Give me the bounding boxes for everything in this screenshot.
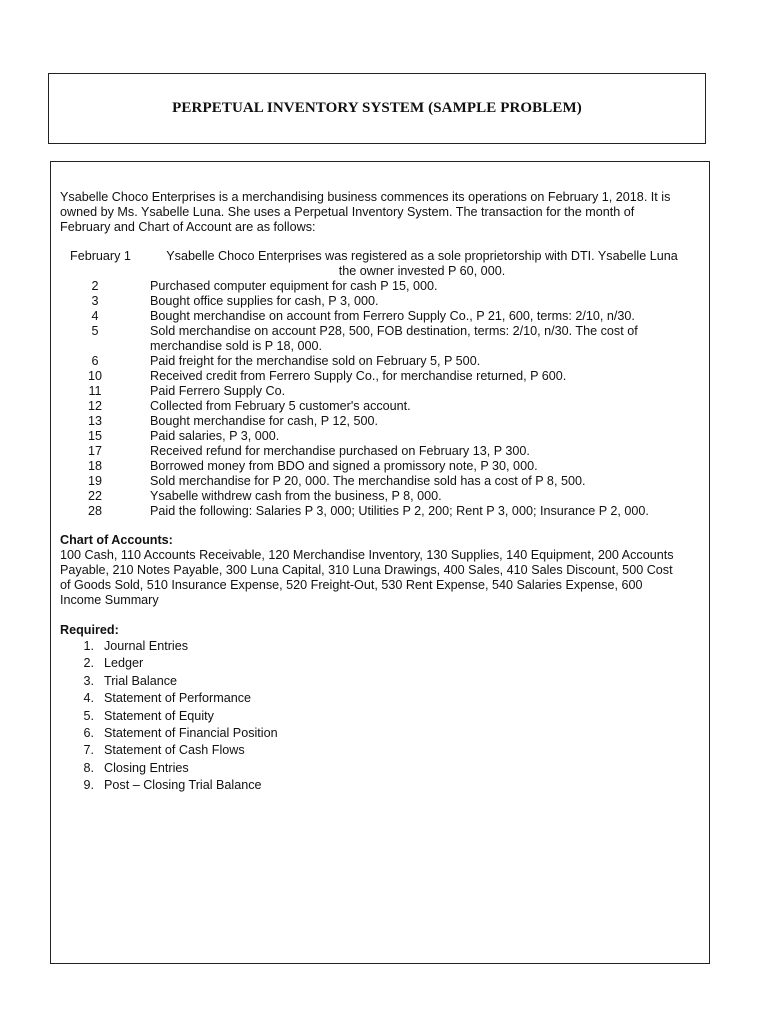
- transaction-row: [60, 504, 685, 519]
- list-item-text: Journal Entries: [104, 639, 188, 653]
- transaction-text: Sold merchandise for P 20, 000. The merchandise sold has a cost of P 8, 500.: [150, 474, 586, 488]
- list-item: [60, 673, 685, 690]
- transaction-day: 15: [87, 429, 102, 443]
- transaction-text: Paid freight for the merchandise sold on February 5, P 500.: [150, 354, 481, 368]
- transaction-row: [60, 459, 685, 474]
- transaction-text: Bought merchandise for cash, P 12, 500.: [150, 414, 378, 428]
- transaction-day: 28: [87, 504, 102, 518]
- list-item-number: 9.: [83, 778, 94, 793]
- transaction-row: [60, 369, 685, 384]
- transaction-day: 3: [91, 294, 99, 308]
- transaction-text: Paid Ferrero Supply Co.: [150, 384, 286, 398]
- list-item: [60, 638, 685, 655]
- transaction-row: [60, 294, 685, 309]
- transaction-text: Received refund for merchandise purchased on February 13, P 300.: [150, 444, 530, 458]
- transaction-day: 4: [91, 309, 99, 323]
- list-item-number: 7.: [83, 743, 94, 758]
- transaction-text: Ysabelle Choco Enterprises was registered as a sole proprietorship with DTI. Ysabelle Luna the owner invested P 60, 000.: [166, 249, 678, 278]
- required-list: [60, 638, 685, 795]
- list-item-number: 2.: [83, 656, 94, 671]
- list-item-text: Ledger: [104, 656, 144, 671]
- transaction-text: Received credit from Ferrero Supply Co., for merchandise returned, P 600.: [150, 369, 567, 383]
- transaction-text: Ysabelle withdrew cash from the business, P 8, 000.: [150, 489, 442, 503]
- transaction-row: [60, 324, 685, 354]
- transaction-day: 17: [87, 444, 102, 458]
- transaction-day: 22: [87, 489, 102, 503]
- list-item: [60, 655, 685, 672]
- transaction-day: 13: [87, 414, 102, 428]
- chart-of-accounts: [60, 533, 685, 608]
- transaction-row: [60, 429, 685, 444]
- list-item-text: Statement of Equity: [104, 708, 214, 723]
- list-item: [60, 760, 685, 777]
- transaction-day: 6: [91, 354, 99, 368]
- list-item-text: Post – Closing Trial Balance: [104, 778, 262, 793]
- transaction-day: 2: [91, 279, 99, 293]
- list-item: [60, 708, 685, 725]
- transaction-text: Purchased computer equipment for cash P 15, 000.: [150, 279, 438, 293]
- transaction-row: [60, 309, 685, 324]
- list-item-text: Statement of Cash Flows: [104, 743, 245, 758]
- list-item-number: 3.: [83, 673, 94, 688]
- problem-content: [60, 190, 685, 795]
- transaction-row: [60, 414, 685, 429]
- transaction-day: 10: [87, 369, 102, 383]
- transaction-text: Sold merchandise on account P28, 500, FOB destination, terms: 2/10, n/30. The cost of merchandise sold is P 18, 000.: [150, 324, 638, 353]
- page-title: PERPETUAL INVENTORY SYSTEM (SAMPLE PROBLEM): [172, 100, 582, 116]
- transaction-text: Bought merchandise on account from Ferrero Supply Co., P 21, 600, terms: 2/10, n/30.: [150, 309, 635, 323]
- transaction-text: Bought office supplies for cash, P 3, 000.: [150, 294, 379, 308]
- transaction-day: 18: [87, 459, 102, 473]
- chart-of-accounts-text: 100 Cash, 110 Accounts Receivable, 120 Merchandise Inventory, 130 Supplies, 140 Equipment, 200 Accounts Payable, 210 Notes Payable, 300 Luna Capital, 310 Luna Drawings, 400 Sales, 410 Sales Discount, 500 Cost of Goods Sold, 510 Insurance Expense, 520 Freight-Out, 530 Rent Expense, 540 Salaries Expense, 600 Income Summary: [60, 548, 674, 607]
- list-item-number: 6.: [83, 726, 94, 741]
- list-item-text: Statement of Performance: [104, 691, 251, 706]
- intro-paragraph: Ysabelle Choco Enterprises is a merchandising business commences its operations on February 1, 2018. It is owned by Ms. Ysabelle Luna. She uses a Perpetual Inventory System. The transaction for the month of February and Chart of Account are as follows:: [60, 190, 671, 234]
- list-item-number: 1.: [83, 639, 94, 653]
- transaction-row: [60, 384, 685, 399]
- transactions-list: [60, 249, 685, 519]
- list-item-text: Closing Entries: [104, 760, 189, 775]
- list-item-number: 5.: [83, 708, 94, 723]
- transaction-day: 5: [91, 324, 99, 338]
- transaction-day: 12: [87, 399, 102, 413]
- list-item-text: Statement of Financial Position: [104, 726, 278, 741]
- transaction-text: Collected from February 5 customer's account.: [150, 399, 411, 413]
- transaction-text: Borrowed money from BDO and signed a promissory note, P 30, 000.: [150, 459, 538, 473]
- transaction-row: [60, 399, 685, 414]
- transaction-day: 11: [88, 384, 102, 398]
- transaction-day: February 1: [70, 249, 131, 263]
- chart-of-accounts-heading: Chart of Accounts:: [60, 533, 173, 547]
- title-box: [48, 73, 706, 144]
- transaction-row: [60, 249, 685, 279]
- required-heading: Required:: [60, 623, 119, 637]
- transaction-row: [60, 474, 685, 489]
- list-item-text: Trial Balance: [104, 673, 178, 688]
- list-item: [60, 690, 685, 707]
- list-item: [60, 725, 685, 742]
- list-item: [60, 777, 685, 794]
- transaction-text: Paid salaries, P 3, 000.: [150, 429, 280, 443]
- transaction-row: [60, 489, 685, 504]
- transaction-row: [60, 444, 685, 459]
- transaction-row: [60, 354, 685, 369]
- list-item-number: 8.: [83, 760, 94, 775]
- transaction-day: 19: [87, 474, 102, 488]
- required-section: [60, 623, 685, 795]
- list-item: [60, 742, 685, 759]
- list-item-number: 4.: [83, 691, 94, 706]
- transaction-text: Paid the following: Salaries P 3, 000; Utilities P 2, 200; Rent P 3, 000; Insurance P 2, 000.: [150, 504, 649, 518]
- transaction-row: [60, 279, 685, 294]
